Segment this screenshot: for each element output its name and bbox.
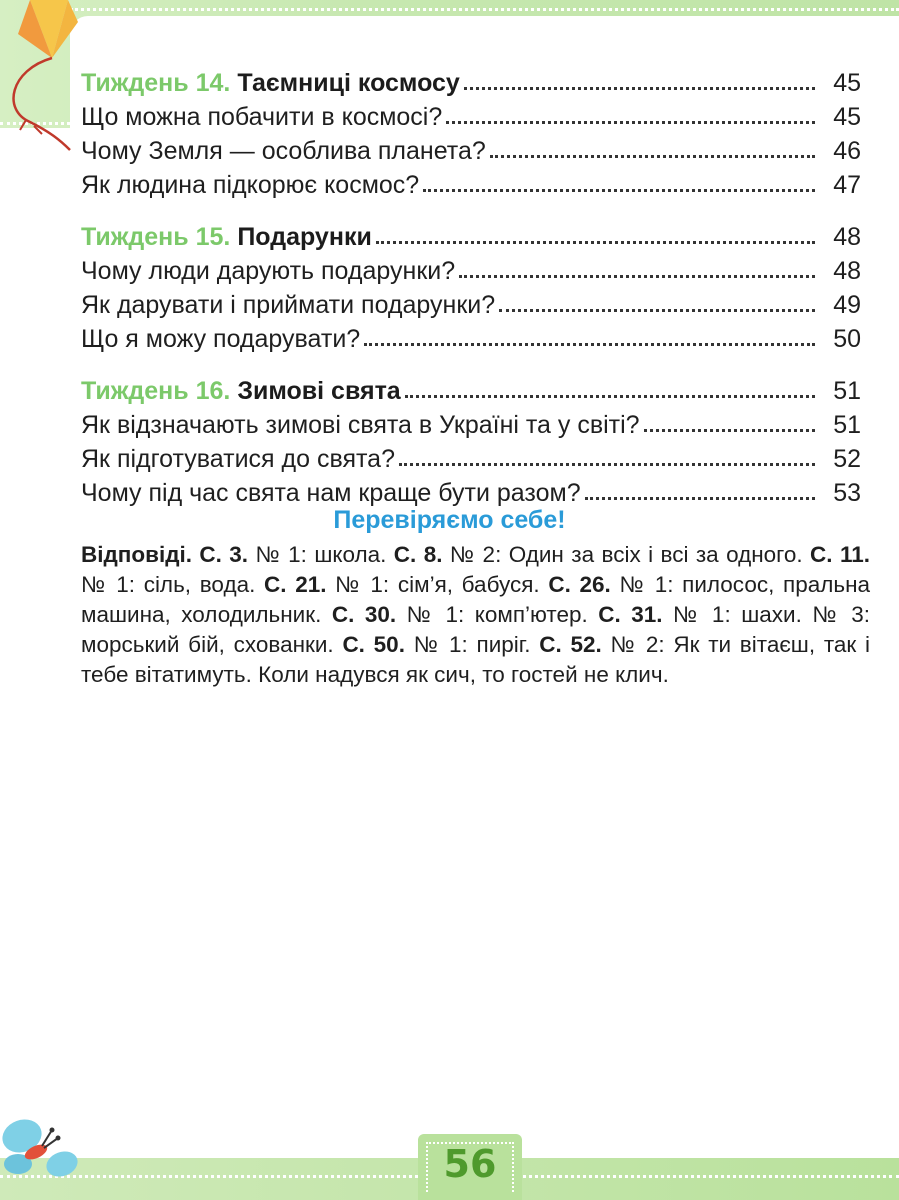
leader-dots [376, 241, 815, 244]
leader-dots [423, 189, 815, 192]
answer-ref: С. 30. [331, 602, 397, 627]
page-ref: 45 [833, 103, 861, 131]
check-heading: Перевіряємо себе! [333, 506, 566, 534]
answer-text: № 1: сім’я, бабуся. [326, 572, 549, 597]
toc-item[interactable] [81, 168, 861, 202]
leader-dots [399, 463, 815, 466]
page-ref: 52 [833, 445, 861, 473]
toc-item[interactable] [81, 254, 861, 288]
leader-dots [644, 429, 815, 432]
toc-item-text: Як відзначають зимові свята в Україні та у світі? [81, 411, 640, 439]
table-of-contents [81, 66, 861, 528]
toc-item-text: Що я можу подарувати? [81, 325, 361, 353]
answer-text: № 1: сіль, вода. [81, 572, 265, 597]
toc-week-15 [81, 220, 861, 356]
toc-item[interactable] [81, 100, 861, 134]
week-label: Тиждень 14. [81, 69, 231, 97]
page-ref: 49 [833, 291, 861, 319]
answer-text: № 1: шахи. № 3: морський бій, схованки. [81, 602, 870, 657]
toc-item[interactable] [81, 288, 861, 322]
leader-dots [446, 121, 815, 124]
toc-week-14 [81, 66, 861, 202]
answer-text: № 2: Один за всіх і всі за одного. [442, 542, 811, 567]
week-title: Зимові свята [237, 377, 401, 405]
page-ref: 48 [833, 223, 861, 251]
answer-ref: С. 21. [264, 572, 327, 597]
leader-dots [585, 497, 815, 500]
answer-text: № 2: Як ти вітаєш, так і тебе вітатимуть. Коли надувся як сич, то гостей не клич. [81, 632, 870, 687]
leader-dots [459, 275, 815, 278]
page-ref: 47 [833, 171, 861, 199]
answer-ref: С. 52. [539, 632, 602, 657]
answer-ref: С. 50. [342, 632, 405, 657]
toc-item-text: Чому люди дарують подарунки? [81, 257, 456, 285]
page-ref: 51 [833, 411, 861, 439]
toc-week-heading[interactable] [81, 66, 861, 100]
answers-paragraph [81, 540, 870, 690]
page-ref: 48 [833, 257, 861, 285]
top-dashed-line [70, 8, 899, 11]
page-ref: 45 [833, 69, 861, 97]
answer-ref: С. 26. [548, 572, 611, 597]
toc-week-16 [81, 374, 861, 510]
toc-week-heading[interactable] [81, 220, 861, 254]
leader-dots [364, 343, 815, 346]
leader-dots [490, 155, 815, 158]
toc-item-text: Що можна побачити в космосі? [81, 103, 443, 131]
page-number-tab [418, 1134, 522, 1200]
toc-item-text: Чому Земля — особлива планета? [81, 137, 486, 165]
week-label: Тиждень 15. [81, 223, 231, 251]
toc-item[interactable] [81, 442, 861, 476]
page-number: 56 [443, 1142, 497, 1186]
toc-item-text: Чому під час свята нам краще бути разом? [81, 479, 581, 507]
answer-text: № 1: пилосос, пральна машина, холодильник. [81, 572, 871, 627]
toc-week-heading[interactable] [81, 374, 861, 408]
page-ref: 46 [833, 137, 861, 165]
answer-ref: С. 8. [393, 542, 443, 567]
answer-ref: С. 31. [598, 602, 663, 627]
page-ref: 53 [833, 479, 861, 507]
answer-text: № 1: пиріг. [404, 632, 540, 657]
page-ref: 50 [833, 325, 861, 353]
toc-item-text: Як підготуватися до свята? [81, 445, 395, 473]
answer-text: № 1: школа. [248, 542, 394, 567]
butterfly-icon [0, 1108, 90, 1188]
kite-icon [0, 0, 90, 160]
answer-ref: Відповіді. С. 3. [81, 542, 249, 567]
toc-item[interactable] [81, 476, 861, 510]
leader-dots [464, 87, 815, 90]
toc-item[interactable] [81, 408, 861, 442]
leader-dots [499, 309, 815, 312]
answer-ref: С. 11. [810, 542, 870, 567]
toc-item-text: Як людина підкорює космос? [81, 171, 420, 199]
toc-item-text: Як дарувати і приймати подарунки? [81, 291, 496, 319]
toc-item[interactable] [81, 322, 861, 356]
answer-text: № 1: комп’ютер. [396, 602, 599, 627]
leader-dots [405, 395, 815, 398]
week-title: Подарунки [237, 223, 372, 251]
week-label: Тиждень 16. [81, 377, 231, 405]
page-ref: 51 [833, 377, 861, 405]
week-title: Таємниці космосу [237, 69, 460, 97]
toc-item[interactable] [81, 134, 861, 168]
